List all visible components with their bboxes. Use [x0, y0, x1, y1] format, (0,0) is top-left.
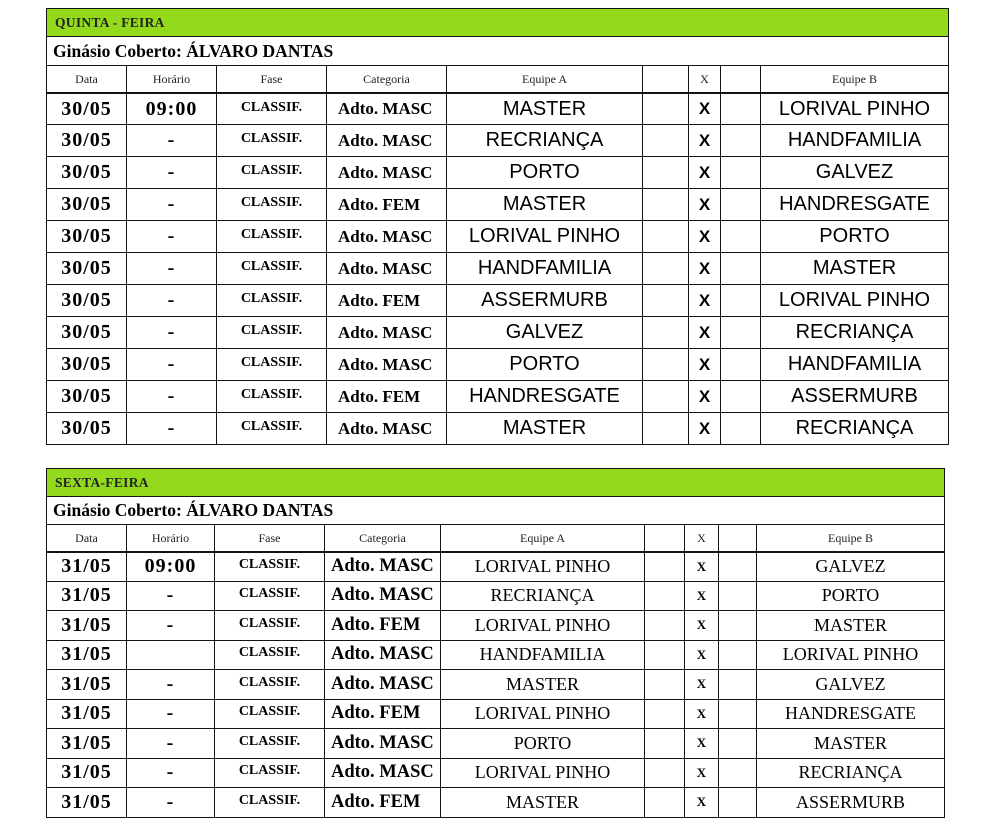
- team-b-cell: HANDFAMILIA: [761, 349, 949, 381]
- column-header-category: Categoria: [325, 525, 441, 552]
- spacer-cell: [721, 349, 761, 381]
- team-b-cell: RECRIANÇA: [757, 759, 945, 789]
- team-b-cell: ASSERMURB: [761, 381, 949, 413]
- category-cell: Adto. MASC: [325, 641, 441, 671]
- phase-cell: CLASSIF.: [215, 641, 325, 671]
- category-cell: Adto. MASC: [327, 349, 447, 381]
- match-row: [47, 349, 949, 381]
- time-cell: -: [127, 788, 215, 818]
- match-row: [47, 93, 949, 125]
- schedule-table-friday: [46, 468, 945, 818]
- match-row: [47, 221, 949, 253]
- match-row: [47, 125, 949, 157]
- phase-cell: CLASSIF.: [217, 317, 327, 349]
- spacer-cell: [721, 253, 761, 285]
- date-cell: 30/05: [47, 253, 127, 285]
- spacer-cell: [643, 349, 689, 381]
- spacer-cell: [643, 253, 689, 285]
- spacer-cell: [721, 381, 761, 413]
- team-a-cell: LORIVAL PINHO: [441, 552, 645, 582]
- phase-cell: CLASSIF.: [217, 157, 327, 189]
- team-b-cell: HANDRESGATE: [761, 189, 949, 221]
- category-cell: Adto. MASC: [327, 253, 447, 285]
- date-cell: 31/05: [47, 641, 127, 671]
- phase-cell: CLASSIF.: [215, 582, 325, 612]
- time-cell: -: [127, 582, 215, 612]
- category-cell: Adto. MASC: [327, 93, 447, 125]
- column-header-phase: Fase: [215, 525, 325, 552]
- column-header-date: Data: [47, 525, 127, 552]
- time-cell: -: [127, 157, 217, 189]
- team-b-cell: RECRIANÇA: [761, 413, 949, 445]
- venue-row: [47, 497, 945, 525]
- column-header-team-b: Equipe B: [761, 66, 949, 93]
- team-b-cell: LORIVAL PINHO: [761, 93, 949, 125]
- team-a-cell: PORTO: [447, 157, 643, 189]
- column-header-team-a: Equipe A: [441, 525, 645, 552]
- time-cell: 09:00: [127, 552, 215, 582]
- spacer-cell: [721, 285, 761, 317]
- column-header-team-b: Equipe B: [757, 525, 945, 552]
- time-cell: -: [127, 221, 217, 253]
- column-header-time: Horário: [127, 66, 217, 93]
- time-cell: -: [127, 349, 217, 381]
- date-cell: 31/05: [47, 788, 127, 818]
- phase-cell: CLASSIF.: [215, 611, 325, 641]
- date-cell: 31/05: [47, 582, 127, 612]
- spacer-cell: [643, 381, 689, 413]
- column-header-date: Data: [47, 66, 127, 93]
- category-cell: Adto. MASC: [325, 670, 441, 700]
- spacer-cell: [645, 759, 685, 789]
- column-header-spacer: [721, 66, 761, 93]
- spacer-cell: [643, 189, 689, 221]
- spacer-cell: [643, 157, 689, 189]
- team-a-cell: MASTER: [447, 189, 643, 221]
- team-a-cell: LORIVAL PINHO: [441, 611, 645, 641]
- spacer-cell: [645, 700, 685, 730]
- time-cell: -: [127, 611, 215, 641]
- team-b-cell: ASSERMURB: [757, 788, 945, 818]
- phase-cell: CLASSIF.: [217, 413, 327, 445]
- versus-cell: X: [685, 788, 719, 818]
- venue-label: Ginásio Coberto: ÁLVARO DANTAS: [47, 37, 949, 66]
- time-cell: -: [127, 729, 215, 759]
- match-row: [47, 582, 945, 612]
- versus-cell: X: [689, 413, 721, 445]
- match-row: [47, 670, 945, 700]
- team-b-cell: MASTER: [761, 253, 949, 285]
- category-cell: Adto. MASC: [327, 125, 447, 157]
- match-row: [47, 552, 945, 582]
- spacer-cell: [643, 317, 689, 349]
- spacer-cell: [719, 641, 757, 671]
- category-cell: Adto. FEM: [325, 700, 441, 730]
- phase-cell: CLASSIF.: [217, 285, 327, 317]
- time-cell: -: [127, 670, 215, 700]
- date-cell: 30/05: [47, 413, 127, 445]
- spacer-cell: [645, 788, 685, 818]
- team-a-cell: RECRIANÇA: [447, 125, 643, 157]
- category-cell: Adto. FEM: [327, 381, 447, 413]
- phase-cell: CLASSIF.: [215, 759, 325, 789]
- match-row: [47, 381, 949, 413]
- spacer-cell: [645, 552, 685, 582]
- spacer-cell: [721, 189, 761, 221]
- spacer-cell: [719, 788, 757, 818]
- column-header-phase: Fase: [217, 66, 327, 93]
- schedule-table-thursday: [46, 8, 949, 445]
- team-a-cell: HANDRESGATE: [447, 381, 643, 413]
- spacer-cell: [645, 611, 685, 641]
- match-row: [47, 700, 945, 730]
- match-row: [47, 611, 945, 641]
- date-cell: 30/05: [47, 221, 127, 253]
- spacer-cell: [721, 317, 761, 349]
- category-cell: Adto. FEM: [325, 788, 441, 818]
- time-cell: -: [127, 700, 215, 730]
- phase-cell: CLASSIF.: [215, 700, 325, 730]
- category-cell: Adto. MASC: [327, 317, 447, 349]
- team-b-cell: MASTER: [757, 729, 945, 759]
- match-row: [47, 253, 949, 285]
- time-cell: -: [127, 381, 217, 413]
- date-cell: 30/05: [47, 157, 127, 189]
- spacer-cell: [643, 93, 689, 125]
- time-cell: -: [127, 413, 217, 445]
- day-title: SEXTA-FEIRA: [47, 469, 945, 497]
- spacer-cell: [719, 611, 757, 641]
- match-row: [47, 157, 949, 189]
- date-cell: 31/05: [47, 700, 127, 730]
- spacer-cell: [721, 125, 761, 157]
- phase-cell: CLASSIF.: [217, 349, 327, 381]
- team-a-cell: MASTER: [441, 788, 645, 818]
- team-a-cell: PORTO: [447, 349, 643, 381]
- versus-cell: X: [689, 381, 721, 413]
- category-cell: Adto. FEM: [327, 189, 447, 221]
- phase-cell: CLASSIF.: [217, 125, 327, 157]
- team-a-cell: MASTER: [447, 413, 643, 445]
- match-row: [47, 788, 945, 818]
- time-cell: [127, 641, 215, 671]
- team-b-cell: LORIVAL PINHO: [761, 285, 949, 317]
- versus-cell: X: [685, 641, 719, 671]
- team-b-cell: RECRIANÇA: [761, 317, 949, 349]
- team-b-cell: GALVEZ: [761, 157, 949, 189]
- phase-cell: CLASSIF.: [217, 189, 327, 221]
- team-b-cell: GALVEZ: [757, 670, 945, 700]
- phase-cell: CLASSIF.: [217, 381, 327, 413]
- spacer-cell: [645, 729, 685, 759]
- column-header-team-a: Equipe A: [447, 66, 643, 93]
- versus-cell: X: [689, 189, 721, 221]
- team-a-cell: LORIVAL PINHO: [441, 759, 645, 789]
- column-header-spacer: [645, 525, 685, 552]
- match-row: [47, 413, 949, 445]
- phase-cell: CLASSIF.: [215, 729, 325, 759]
- versus-cell: X: [685, 670, 719, 700]
- spacer-cell: [719, 670, 757, 700]
- phase-cell: CLASSIF.: [215, 788, 325, 818]
- column-header-row: [47, 66, 949, 93]
- versus-cell: X: [689, 285, 721, 317]
- phase-cell: CLASSIF.: [217, 253, 327, 285]
- date-cell: 31/05: [47, 729, 127, 759]
- team-b-cell: PORTO: [761, 221, 949, 253]
- versus-cell: X: [685, 700, 719, 730]
- team-a-cell: HANDFAMILIA: [441, 641, 645, 671]
- spacer-cell: [645, 670, 685, 700]
- time-cell: -: [127, 759, 215, 789]
- team-a-cell: PORTO: [441, 729, 645, 759]
- column-header-spacer: [719, 525, 757, 552]
- day-title: QUINTA - FEIRA: [47, 9, 949, 37]
- category-cell: Adto. MASC: [325, 759, 441, 789]
- date-cell: 30/05: [47, 381, 127, 413]
- spacer-cell: [643, 221, 689, 253]
- team-b-cell: HANDFAMILIA: [761, 125, 949, 157]
- team-a-cell: LORIVAL PINHO: [447, 221, 643, 253]
- team-a-cell: MASTER: [441, 670, 645, 700]
- category-cell: Adto. MASC: [327, 413, 447, 445]
- spacer-cell: [645, 641, 685, 671]
- category-cell: Adto. MASC: [327, 221, 447, 253]
- versus-cell: X: [685, 759, 719, 789]
- match-row: [47, 317, 949, 349]
- team-a-cell: GALVEZ: [447, 317, 643, 349]
- day-header: [47, 469, 945, 497]
- versus-cell: X: [689, 125, 721, 157]
- venue-label: Ginásio Coberto: ÁLVARO DANTAS: [47, 497, 945, 525]
- spacer-cell: [643, 285, 689, 317]
- date-cell: 30/05: [47, 285, 127, 317]
- spacer-cell: [643, 125, 689, 157]
- date-cell: 30/05: [47, 349, 127, 381]
- versus-cell: X: [689, 349, 721, 381]
- team-b-cell: PORTO: [757, 582, 945, 612]
- date-cell: 30/05: [47, 317, 127, 349]
- time-cell: -: [127, 253, 217, 285]
- versus-cell: X: [685, 611, 719, 641]
- match-row: [47, 729, 945, 759]
- spacer-cell: [719, 582, 757, 612]
- team-a-cell: MASTER: [447, 93, 643, 125]
- match-row: [47, 285, 949, 317]
- time-cell: -: [127, 317, 217, 349]
- date-cell: 30/05: [47, 125, 127, 157]
- category-cell: Adto. MASC: [325, 552, 441, 582]
- spacer-cell: [721, 413, 761, 445]
- versus-cell: X: [689, 157, 721, 189]
- spacer-cell: [719, 700, 757, 730]
- spacer-cell: [719, 552, 757, 582]
- team-b-cell: HANDRESGATE: [757, 700, 945, 730]
- time-cell: -: [127, 125, 217, 157]
- category-cell: Adto. MASC: [325, 582, 441, 612]
- time-cell: 09:00: [127, 93, 217, 125]
- match-row: [47, 759, 945, 789]
- day-header: [47, 9, 949, 37]
- team-a-cell: RECRIANÇA: [441, 582, 645, 612]
- versus-cell: X: [689, 253, 721, 285]
- column-header-row: [47, 525, 945, 552]
- category-cell: Adto. MASC: [325, 729, 441, 759]
- match-row: [47, 641, 945, 671]
- team-a-cell: LORIVAL PINHO: [441, 700, 645, 730]
- date-cell: 31/05: [47, 552, 127, 582]
- spacer-cell: [719, 759, 757, 789]
- column-header-versus: X: [689, 66, 721, 93]
- spacer-cell: [721, 157, 761, 189]
- phase-cell: CLASSIF.: [217, 93, 327, 125]
- spacer-cell: [719, 729, 757, 759]
- column-header-versus: X: [685, 525, 719, 552]
- date-cell: 31/05: [47, 611, 127, 641]
- phase-cell: CLASSIF.: [215, 670, 325, 700]
- phase-cell: CLASSIF.: [215, 552, 325, 582]
- column-header-time: Horário: [127, 525, 215, 552]
- date-cell: 31/05: [47, 759, 127, 789]
- time-cell: -: [127, 189, 217, 221]
- versus-cell: X: [685, 729, 719, 759]
- column-header-spacer: [643, 66, 689, 93]
- versus-cell: X: [689, 93, 721, 125]
- versus-cell: X: [689, 317, 721, 349]
- team-a-cell: ASSERMURB: [447, 285, 643, 317]
- spacer-cell: [721, 221, 761, 253]
- team-b-cell: GALVEZ: [757, 552, 945, 582]
- category-cell: Adto. FEM: [327, 285, 447, 317]
- date-cell: 31/05: [47, 670, 127, 700]
- time-cell: -: [127, 285, 217, 317]
- versus-cell: X: [689, 221, 721, 253]
- spacer-cell: [645, 582, 685, 612]
- venue-row: [47, 37, 949, 66]
- match-row: [47, 189, 949, 221]
- category-cell: Adto. FEM: [325, 611, 441, 641]
- team-a-cell: HANDFAMILIA: [447, 253, 643, 285]
- column-header-category: Categoria: [327, 66, 447, 93]
- versus-cell: X: [685, 552, 719, 582]
- spacer-cell: [643, 413, 689, 445]
- date-cell: 30/05: [47, 93, 127, 125]
- team-b-cell: MASTER: [757, 611, 945, 641]
- team-b-cell: LORIVAL PINHO: [757, 641, 945, 671]
- versus-cell: X: [685, 582, 719, 612]
- spacer-cell: [721, 93, 761, 125]
- date-cell: 30/05: [47, 189, 127, 221]
- category-cell: Adto. MASC: [327, 157, 447, 189]
- phase-cell: CLASSIF.: [217, 221, 327, 253]
